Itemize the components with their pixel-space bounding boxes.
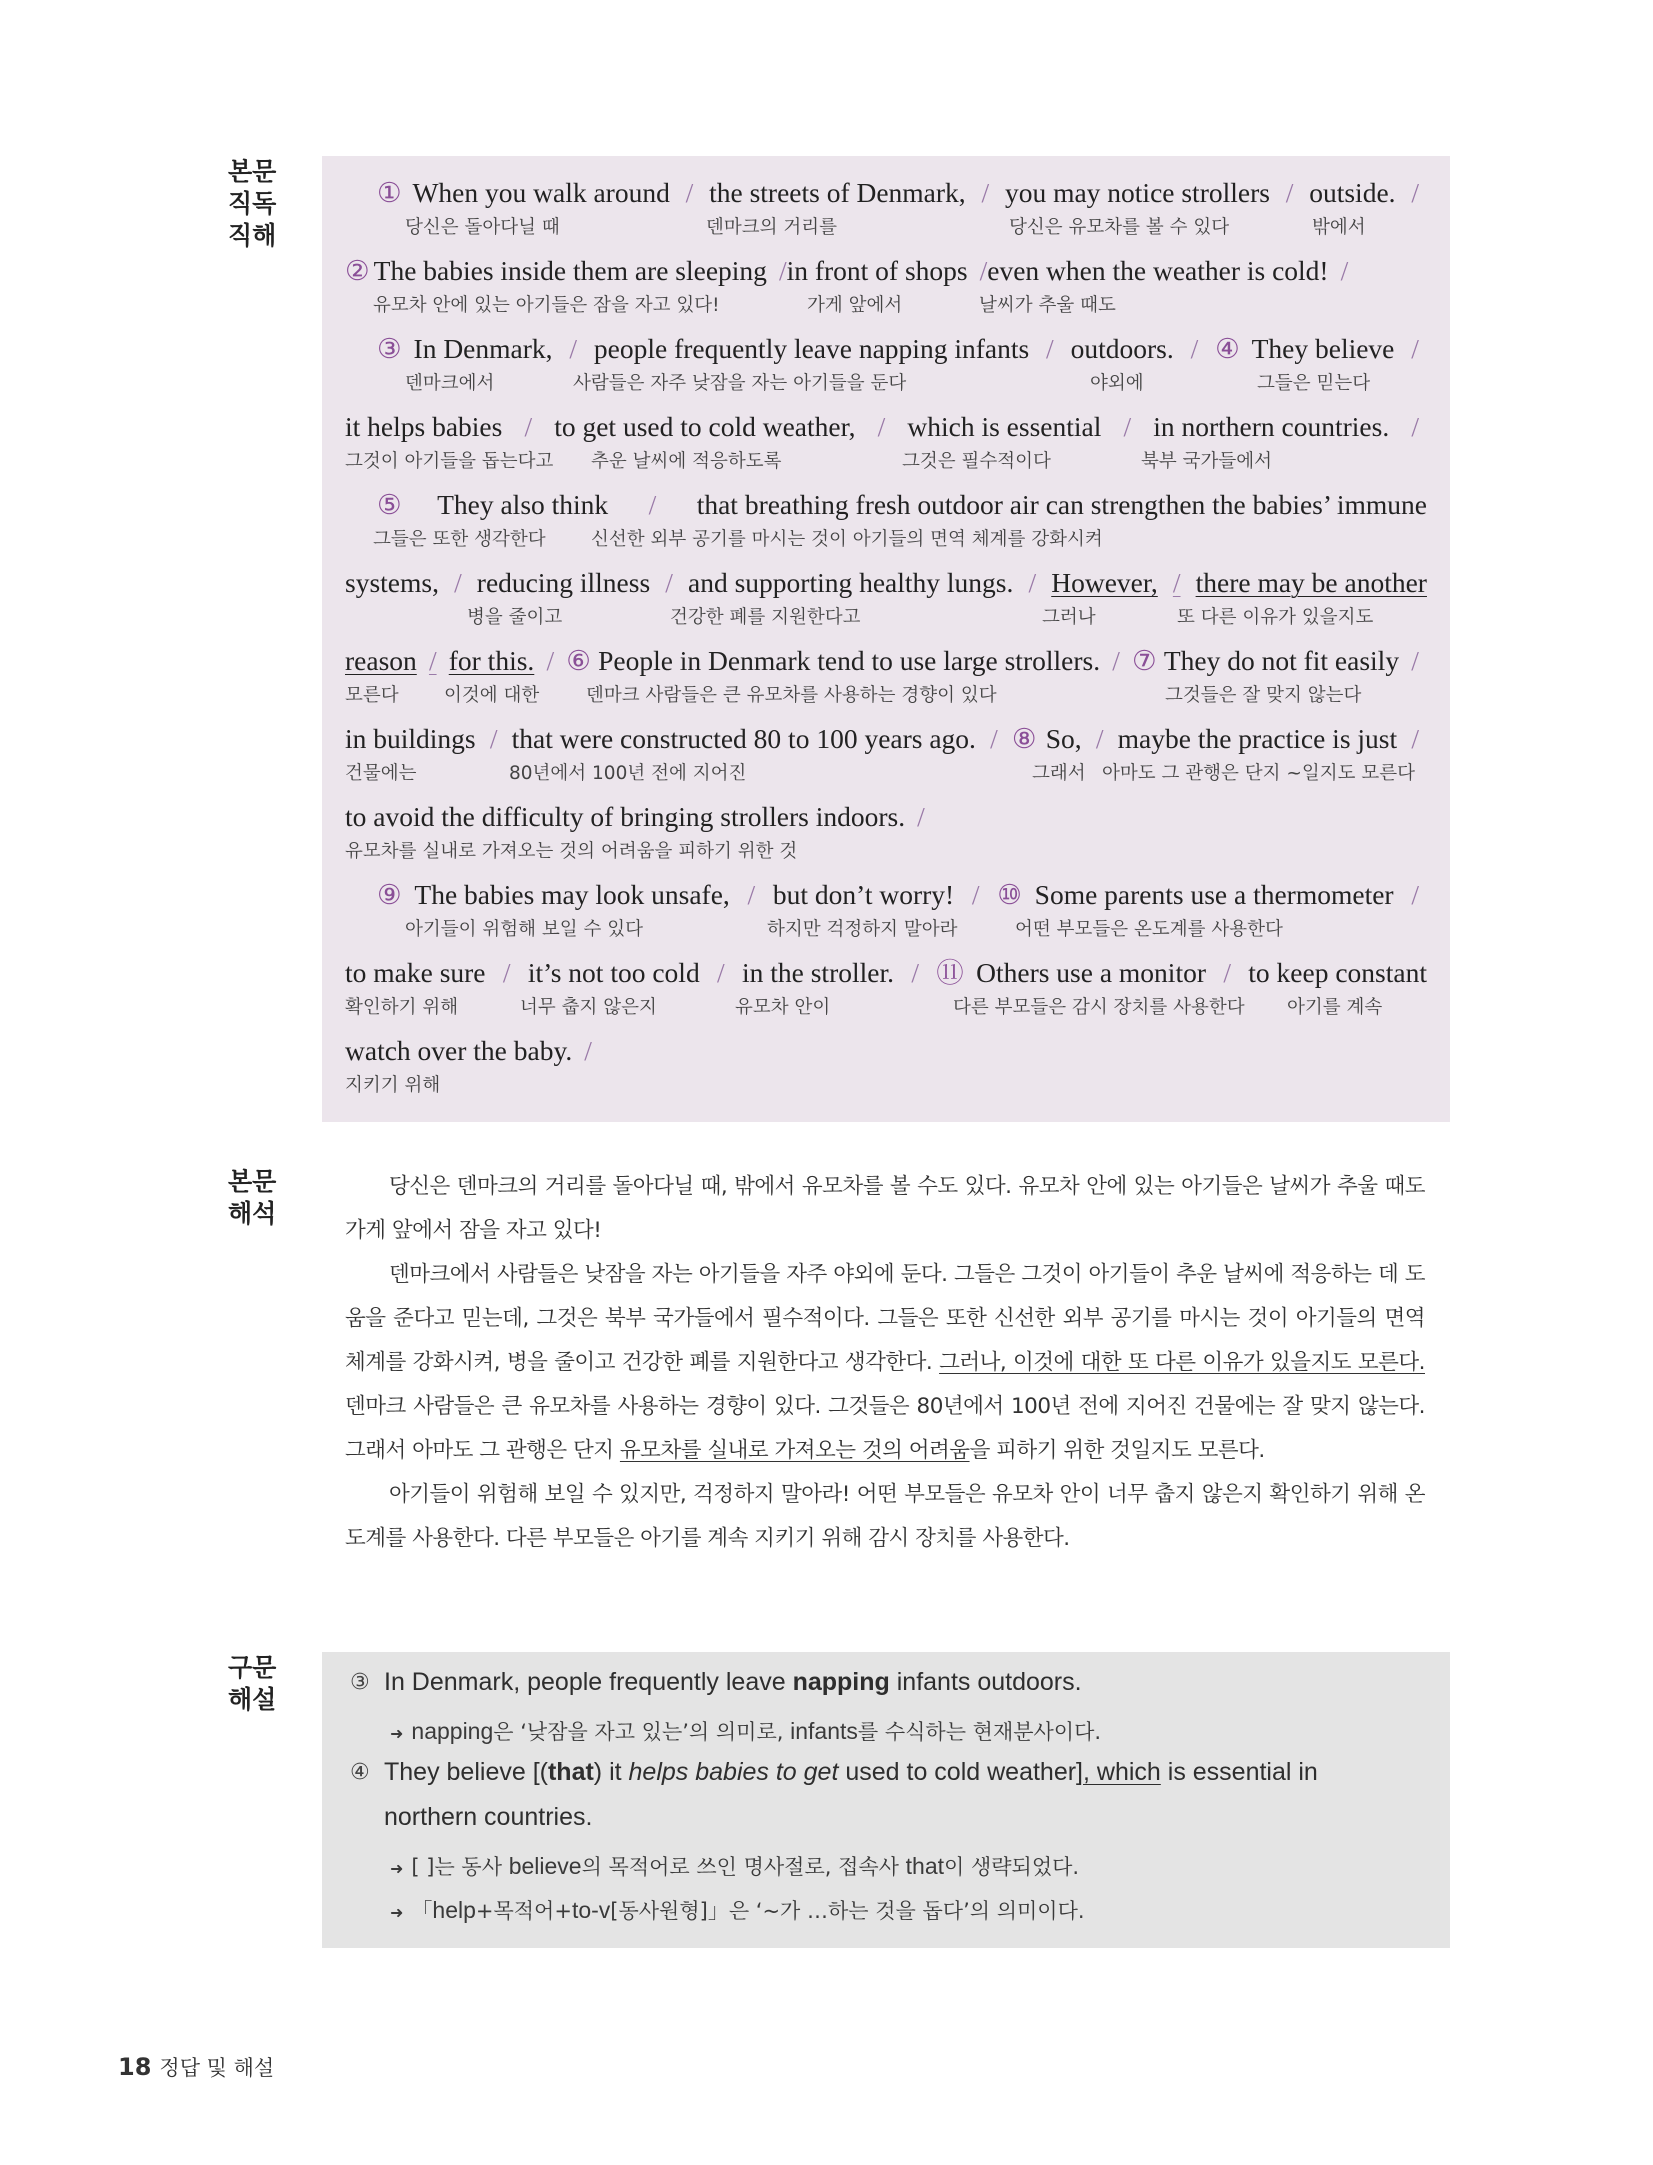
korean-gloss: 지키기 위해	[345, 1075, 441, 1096]
english-chunk: that were constructed 80 to 100 years ago.	[511, 723, 976, 754]
korean-gloss: 그러나	[1042, 607, 1096, 628]
chunk-separator: /	[665, 567, 673, 598]
english-chunk: Some parents use a thermometer	[1034, 879, 1394, 910]
translation-underlined-2: 유모차를 실내로 가져오는 것의 어려움	[619, 1438, 970, 1463]
chunk-separator: /	[1223, 957, 1231, 988]
korean-gloss: 또 다른 이유가 있을지도	[1177, 607, 1374, 628]
chunk-separator: /	[1340, 255, 1349, 286]
grammar-text: used to cold weather]	[838, 1758, 1083, 1786]
english-chunk: watch over the baby.	[345, 1035, 573, 1066]
grammar-section-label	[228, 1652, 288, 1716]
sentence-number: ③	[377, 333, 402, 364]
chunk-separator: /	[1112, 645, 1120, 676]
korean-glosses	[345, 990, 1427, 1018]
chunk-separator: /	[489, 723, 498, 754]
korean-glosses	[345, 288, 1427, 316]
sentence-number: ①	[377, 177, 402, 208]
chunk-separator: /	[648, 489, 657, 520]
korean-gloss: 어떤 부모들은 온도계를 사용한다	[1015, 919, 1283, 940]
english-chunks	[345, 722, 1427, 756]
korean-gloss: 가게 앞에서	[807, 295, 903, 316]
label-line: 해석	[228, 1199, 277, 1228]
english-chunks	[345, 566, 1427, 600]
grammar-note-text: 를 수식하는 현재분사이다.	[857, 1720, 1102, 1744]
english-chunk: systems,	[345, 567, 439, 598]
grammar-note-term: napping	[411, 1718, 494, 1744]
english-chunks	[345, 488, 1427, 522]
reading-line	[345, 176, 1427, 238]
english-chunks	[345, 1034, 1427, 1068]
korean-gloss: 확인하기 위해	[345, 997, 459, 1018]
korean-gloss: 날씨가 추울 때도	[979, 295, 1116, 316]
korean-gloss: 유모차를 실내로 가져오는 것의 어려움을 피하기 위한 것	[345, 841, 798, 862]
english-chunk: there may be another	[1195, 567, 1427, 598]
english-chunks	[345, 410, 1427, 444]
english-chunk: In Denmark,	[413, 333, 553, 364]
grammar-note-term: infants	[790, 1718, 858, 1744]
reading-line	[345, 254, 1427, 316]
translation-paragraph-2	[345, 1253, 1425, 1473]
korean-glosses	[345, 366, 1427, 394]
english-chunks	[345, 176, 1427, 210]
grammar-number-4: ④	[350, 1760, 370, 1785]
korean-glosses	[345, 756, 1427, 784]
chunk-separator: /	[1411, 645, 1419, 676]
korean-glosses	[345, 678, 1427, 706]
grammar-bold: napping	[792, 1668, 890, 1696]
english-chunk: maybe the practice is just	[1117, 723, 1398, 754]
english-chunk: it helps babies	[345, 411, 503, 442]
translation-text-run: 을 피하기 위한 것일지도 모른다.	[969, 1438, 1265, 1463]
chunk-separator: /	[685, 177, 694, 208]
chunk-separator: /	[584, 1035, 592, 1066]
grammar-text: They believe [(	[384, 1758, 548, 1786]
reading-line	[345, 878, 1427, 940]
sentence-number: ⑦	[1132, 645, 1157, 676]
grammar-note-text: [ ]는 동사	[411, 1855, 509, 1879]
chunk-separator: /	[569, 333, 578, 364]
korean-gloss: 추운 날씨에 적응하도록	[591, 451, 782, 472]
chunk-separator: /	[1123, 411, 1132, 442]
korean-gloss: 유모차 안에 있는 아기들은 잠을 자고 있다!	[373, 295, 720, 316]
reading-line	[345, 332, 1427, 394]
reading-line	[345, 566, 1427, 628]
chunk-separator: /	[747, 879, 756, 910]
grammar-note-text: +목적어+	[475, 1899, 572, 1923]
chunk-separator: /	[1028, 567, 1037, 598]
label-line: 직독	[228, 189, 277, 218]
english-chunk: you may notice strollers	[1004, 177, 1270, 208]
chunk-separator: /	[1046, 333, 1054, 364]
grammar-note-text: 의 목적어로 쓰인 명사절로, 접속사	[581, 1855, 906, 1879]
grammar-underlined: , which	[1083, 1758, 1161, 1786]
english-chunk: in front of shops	[786, 255, 968, 286]
arrow-icon: ➜	[390, 1724, 404, 1743]
grammar-italic: helps babies to get	[628, 1758, 839, 1786]
chunk-separator: /	[1411, 177, 1419, 208]
korean-gloss: 그들은 또한 생각한다	[373, 529, 546, 550]
translation-section-label	[228, 1166, 288, 1230]
footer-title: 정답 및 해설	[159, 2056, 275, 2080]
label-line: 직해	[228, 221, 277, 250]
chunk-separator: /	[1411, 333, 1419, 364]
label-line: 해설	[228, 1685, 277, 1714]
grammar-sentence-4	[384, 1758, 1318, 1787]
chunk-separator: /	[1411, 723, 1419, 754]
grammar-number-3: ③	[350, 1670, 370, 1695]
english-chunk: which is essential	[907, 411, 1102, 442]
reading-line	[345, 644, 1427, 706]
korean-gloss: 그래서	[1032, 763, 1086, 784]
grammar-note-term: to-v	[571, 1897, 611, 1923]
korean-gloss: 덴마크의 거리를	[706, 217, 837, 238]
english-chunks	[345, 254, 1427, 288]
chunk-separator: /	[502, 957, 511, 988]
english-chunk: in northern countries.	[1153, 411, 1390, 442]
reading-line	[345, 488, 1427, 550]
korean-glosses	[345, 210, 1427, 238]
english-chunk: Others use a monitor	[976, 957, 1206, 988]
reading-line	[345, 800, 1427, 862]
korean-glosses	[345, 600, 1427, 628]
english-chunk: However,	[1051, 567, 1158, 598]
english-chunks	[345, 800, 1427, 834]
english-chunk: reducing illness	[476, 567, 651, 598]
grammar-note-text: 은 ‘낮잠을 자고 있는’의 의미로,	[493, 1720, 791, 1744]
chunk-separator: /	[971, 879, 980, 910]
korean-gloss: 그것은 필수적이다	[902, 451, 1051, 472]
korean-glosses	[345, 1068, 1427, 1096]
grammar-note-text: 이 생략되었다.	[944, 1855, 1080, 1879]
english-chunk: reason	[345, 645, 417, 676]
chunk-separator: /	[1411, 879, 1419, 910]
chunk-separator: /	[428, 645, 437, 676]
english-chunk: to make sure	[345, 957, 486, 988]
english-chunk: They do not fit easily	[1163, 645, 1400, 676]
korean-gloss: 신선한 외부 공기를 마시는 것이 아기들의 면역 체계를 강화시켜	[591, 529, 1103, 550]
korean-gloss: 야외에	[1090, 373, 1144, 394]
chunk-separator: /	[981, 177, 990, 208]
korean-gloss: 모른다	[345, 685, 399, 706]
korean-gloss: 아기를 계속	[1287, 997, 1383, 1018]
sentence-number: ⑥	[566, 645, 591, 676]
label-line: 구문	[228, 1653, 277, 1682]
grammar-text: ) it	[593, 1758, 629, 1786]
korean-gloss: 유모차 안이	[735, 997, 831, 1018]
korean-glosses	[345, 834, 1427, 862]
korean-gloss: 병을 줄이고	[467, 607, 563, 628]
korean-gloss: 북부 국가들에서	[1141, 451, 1272, 472]
sentence-number: ⑤	[377, 489, 402, 520]
chunk-separator: /	[1095, 723, 1104, 754]
translation-paragraph-1: 당신은 덴마크의 거리를 돌아다닐 때, 밖에서 유모차를 볼 수도 있다. 유모차 안에 있는 아기들은 날씨가 추울 때도 가게 앞에서 잠을 자고 있다!	[345, 1174, 1425, 1243]
sentence-number: ⑨	[377, 879, 402, 910]
chunk-separator: /	[911, 957, 919, 988]
sentence-number: ②	[345, 255, 370, 286]
chunk-separator: /	[877, 411, 886, 442]
korean-gloss: 아기들이 위험해 보일 수 있다	[405, 919, 643, 940]
english-chunk: for this.	[448, 645, 535, 676]
label-line: 본문	[228, 1167, 277, 1196]
english-chunk: to get used to cold weather,	[554, 411, 856, 442]
reading-section-label	[228, 156, 288, 252]
translation-text-run: 덴마크에서 사람들은 낮잠을 자는 아기들을 자주 야외에 둔다. 그들은 그것이 아기들이 추운 날씨에 적응하는 데 도움을 준다고 믿는데, 그것은 북부 국가들에서 필수적이다. 그들은 또한 신선한 외부 공기를 마시는 것이 아기들의 면역 체계를 강화시켜, 병을 줄이고 건강한 폐를 지원한다고 생각한다.	[345, 1262, 1425, 1375]
english-chunk: even when the weather is cold!	[987, 255, 1329, 286]
arrow-icon: ➜	[390, 1859, 404, 1878]
reading-line	[345, 410, 1427, 472]
chunk-separator: /	[1190, 333, 1199, 364]
grammar-text: is essential in	[1160, 1758, 1318, 1786]
english-chunks	[345, 878, 1427, 912]
english-chunk: They believe	[1251, 333, 1395, 364]
korean-gloss: 건강한 폐를 지원한다고	[670, 607, 861, 628]
page-footer	[118, 2052, 274, 2082]
grammar-text: infants outdoors.	[889, 1668, 1082, 1696]
korean-gloss: 다른 부모들은 감시 장치를 사용한다	[953, 997, 1245, 1018]
label-line: 본문	[228, 157, 277, 186]
translation-text	[345, 1165, 1425, 1561]
chunk-separator: /	[990, 723, 998, 754]
translation-underlined-1: 그러나, 이것에 대한 또 다른 이유가 있을지도 모른다.	[939, 1350, 1425, 1375]
korean-gloss: 그들은 믿는다	[1257, 373, 1371, 394]
english-chunk: to avoid the difficulty of bringing strollers indoors.	[345, 801, 906, 832]
english-chunk: When you walk around	[412, 177, 670, 208]
chunk-separator: /	[717, 957, 725, 988]
reading-line	[345, 1034, 1427, 1096]
korean-gloss: 덴마크 사람들은 큰 유모차를 사용하는 경향이 있다	[586, 685, 997, 706]
korean-gloss: 80년에서 100년 전에 지어진	[509, 763, 747, 784]
chunk-separator: /	[979, 255, 988, 286]
english-chunks	[345, 332, 1427, 366]
grammar-note-4b	[390, 1895, 1085, 1925]
english-chunk: outdoors.	[1070, 333, 1174, 364]
english-chunk: So,	[1045, 723, 1082, 754]
korean-gloss: 그것들은 잘 맞지 않는다	[1165, 685, 1362, 706]
korean-gloss: 아마도 그 관행은 단지 ~일지도 모른다	[1102, 763, 1415, 784]
english-chunks	[345, 956, 1427, 990]
korean-glosses	[345, 522, 1427, 550]
english-chunk: in the stroller.	[741, 957, 894, 988]
chunk-separator: /	[1285, 177, 1294, 208]
english-chunk: to keep constant	[1248, 957, 1427, 988]
grammar-note-term: believe	[508, 1853, 582, 1879]
translation-text-run: 덴마크 사람들은 큰 유모차를 사용하는 경향이 있다. 그것들은 80년에서 100년 전에 지어진 건물에는 잘 맞지 않는다. 그래서 아마도 그 관행은 단지	[345, 1394, 1425, 1463]
korean-gloss: 건물에는	[345, 763, 417, 784]
chunk-separator: /	[1172, 567, 1181, 598]
chunk-separator: /	[917, 801, 925, 832]
english-chunk: People in Denmark tend to use large strollers.	[598, 645, 1101, 676]
korean-gloss: 밖에서	[1312, 217, 1366, 238]
reading-line	[345, 722, 1427, 784]
sentence-number: ④	[1215, 333, 1240, 364]
korean-gloss: 사람들은 자주 낮잠을 자는 아기들을 둔다	[573, 373, 907, 394]
korean-gloss: 당신은 유모차를 볼 수 있다	[1009, 217, 1230, 238]
korean-glosses	[345, 912, 1427, 940]
korean-gloss: 덴마크에서	[405, 373, 495, 394]
reading-line	[345, 956, 1427, 1018]
english-chunk: people frequently leave napping infants	[593, 333, 1030, 364]
sentence-number: ⑧	[1011, 723, 1037, 754]
chunk-separator: /	[454, 567, 462, 598]
grammar-note-3	[390, 1716, 1101, 1746]
grammar-bold: that	[547, 1758, 594, 1786]
english-chunk: They also think	[437, 489, 609, 520]
chunk-separator: /	[1411, 411, 1419, 442]
english-chunk: it’s not too cold	[527, 957, 700, 988]
chunk-separator: /	[524, 411, 533, 442]
sentence-number: ⑪	[936, 957, 964, 988]
grammar-sentence-4-cont: northern countries.	[384, 1803, 593, 1831]
grammar-note-text: [동사원형]」은 ‘~가 …하는 것을 돕다’의 의미이다.	[610, 1899, 1085, 1923]
english-chunk: outside.	[1309, 177, 1396, 208]
grammar-note-text: 「	[411, 1899, 433, 1923]
translation-paragraph-3: 아기들이 위험해 보일 수 있지만, 걱정하지 말아라! 어떤 부모들은 유모차 안이 너무 춥지 않은지 확인하기 위해 온도계를 사용한다. 다른 부모들은 아기를 계속 지키기 위해 감시 장치를 사용한다.	[345, 1482, 1425, 1551]
english-chunk: but don’t worry!	[772, 879, 955, 910]
english-chunk: and supporting healthy lungs.	[688, 567, 1014, 598]
korean-glosses	[345, 444, 1427, 472]
arrow-icon: ➜	[390, 1903, 404, 1922]
korean-gloss: 당신은 돌아다닐 때	[405, 217, 560, 238]
korean-gloss: 그것이 아기들을 돕는다고	[345, 451, 554, 472]
chunk-separator: /	[778, 255, 787, 286]
sentence-number: ⑩	[997, 879, 1022, 910]
chunk-separator: /	[546, 645, 555, 676]
korean-gloss: 너무 춥지 않은지	[520, 997, 657, 1018]
page-number: 18	[118, 2053, 152, 2081]
grammar-note-term: help	[432, 1897, 476, 1923]
english-chunk: that breathing fresh outdoor air can strengthen the babies’ immune	[696, 489, 1427, 520]
english-chunk: the streets of Denmark,	[709, 177, 966, 208]
grammar-sentence-3	[384, 1668, 1082, 1697]
english-chunks	[345, 644, 1427, 678]
english-chunk: The babies inside them are sleeping	[373, 255, 767, 286]
grammar-note-term: that	[905, 1853, 945, 1879]
english-chunk: in buildings	[345, 723, 476, 754]
korean-gloss: 이것에 대한	[444, 685, 540, 706]
grammar-text: In Denmark, people frequently leave	[384, 1668, 793, 1696]
korean-gloss: 하지만 걱정하지 말아라	[767, 919, 958, 940]
english-chunk: The babies may look unsafe,	[414, 879, 730, 910]
grammar-note-4a	[390, 1851, 1079, 1881]
